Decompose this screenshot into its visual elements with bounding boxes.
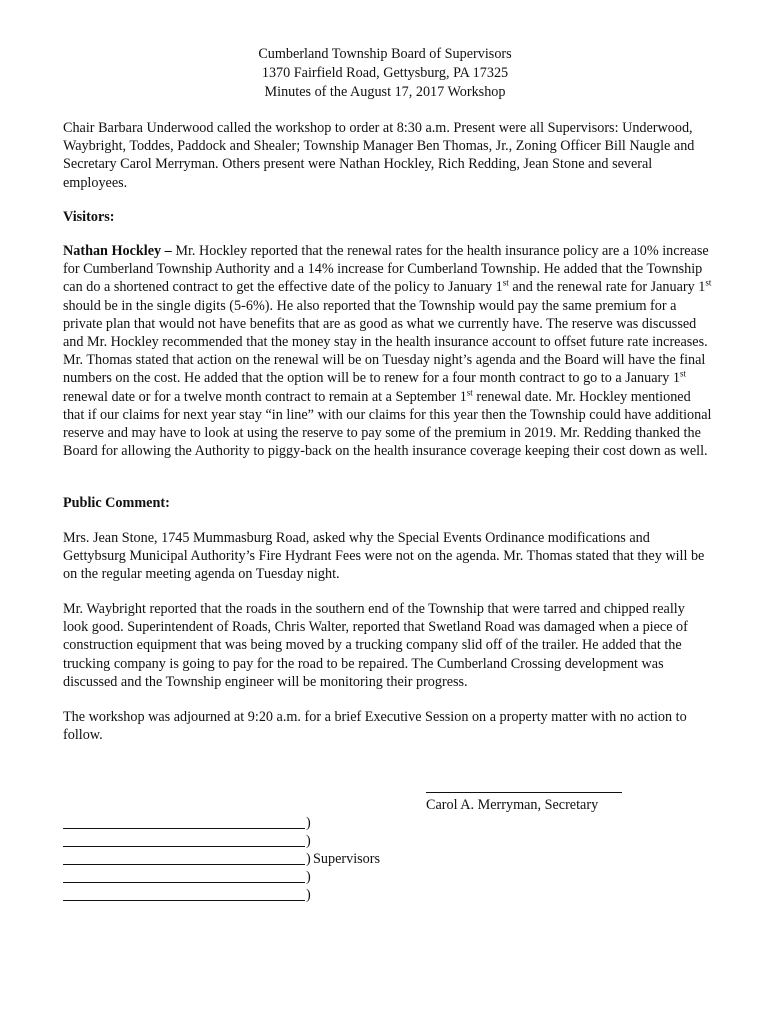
ordinal-sup: st xyxy=(466,386,473,397)
ordinal-sup: st xyxy=(502,277,509,288)
visitors-paragraph xyxy=(63,242,713,460)
secretary-signature-line xyxy=(426,792,622,793)
visitor-name: Nathan Hockley – xyxy=(63,243,172,259)
visitors-text-a: Mr. Hockley reported that the renewal rates for the health insurance policy are a 10% increase for Cumberland Township Authority and a 14% increase for Cumberland Township. He added that the Township can do a shortened contract to get the effective date of the policy to January 1 xyxy=(63,243,709,296)
supervisors-label: Supervisors xyxy=(313,851,380,867)
signature-line xyxy=(63,828,305,829)
bracket: ) xyxy=(306,887,311,903)
header-org: Cumberland Township Board of Supervisors xyxy=(258,46,512,62)
bracket: ) xyxy=(306,815,311,831)
visitors-text-b: and the renewal rate for January 1 xyxy=(508,279,706,296)
bracket: ) xyxy=(306,869,311,885)
public-comment-paragraph-1: Mrs. Jean Stone, 1745 Mummasburg Road, asked why the Special Events Ordinance modifications and Gettybsurg Municipal Authority’s Fire Hydrant Fees were not on the agenda. Mr. Thomas stated that they will be on the regular meeting agenda on Tuesday night. xyxy=(63,530,705,583)
visitors-heading: Visitors: xyxy=(63,209,115,225)
header-address: 1370 Fairfield Road, Gettysburg, PA 17325 xyxy=(261,65,509,81)
visitors-text-c: should be in the single digits (5-6%). He also reported that the Township would pay the same premium for a private plan that would not have benefits that are as good as what we currently have. The reserve was discussed and Mr. Hockley recommended that the money stay in the health insurance account to offset future rate increases. Mr. Thomas stated that action on the renewal will be on Tuesday night’s agenda and the Board will have the final numbers on the cost. He added that the option will be to renew for a four month contract to go to a January 1 xyxy=(63,297,708,387)
header-title: Minutes of the August 17, 2017 Workshop xyxy=(264,84,506,100)
bracket: ) xyxy=(306,833,311,849)
signature-line xyxy=(63,864,305,865)
ordinal-sup: st xyxy=(680,368,687,379)
visitors-text-e: renewal date. Mr. Hockley mentioned that if our claims for next year stay “in line” with our claims for this year then the Township could have additional reserve and may have to look at using the reserve to pay some of the premium in 2019. Mr. Redding thanked the Board for allowing the Authority to piggy-back on the health insurance coverage keeping their cost down as well. xyxy=(63,388,712,460)
visitors-text-d: renewal date or for a twelve month contract to remain at a September 1 xyxy=(63,388,467,405)
ordinal-sup: st xyxy=(705,277,712,288)
bracket: ) xyxy=(306,851,311,867)
public-comment-paragraph-2: Mr. Waybright reported that the roads in the southern end of the Township that were tarred and chipped really look good. Superintendent of Roads, Chris Walter, reported that Swetland Road was damaged when a piece of construction equipment that was being moved by a trucking company slid off of the trailer. He added that the trucking company is going to pay for the road to be repaired. The Cumberland Crossing development was discussed and the Township engineer will be monitoring their progress. xyxy=(63,601,688,690)
document-header xyxy=(0,45,770,102)
public-comment-heading: Public Comment: xyxy=(63,495,170,511)
signature-line xyxy=(63,846,305,847)
intro-paragraph: Chair Barbara Underwood called the workshop to order at 8:30 a.m. Present were all Supervisors: Underwood, Waybright, Toddes, Paddock and Shealer; Township Manager Ben Thomas, Jr., Zoning Officer Bill Naugle and Secretary Carol Merryman. Others present were Nathan Hockley, Rich Redding, Jean Stone and several employees. xyxy=(63,120,695,191)
signature-line xyxy=(63,882,305,883)
signature-line xyxy=(63,900,305,901)
secretary-name: Carol A. Merryman, Secretary xyxy=(426,797,599,813)
adjournment-paragraph: The workshop was adjourned at 9:20 a.m. for a brief Executive Session on a property matter with no action to follow. xyxy=(63,709,687,744)
